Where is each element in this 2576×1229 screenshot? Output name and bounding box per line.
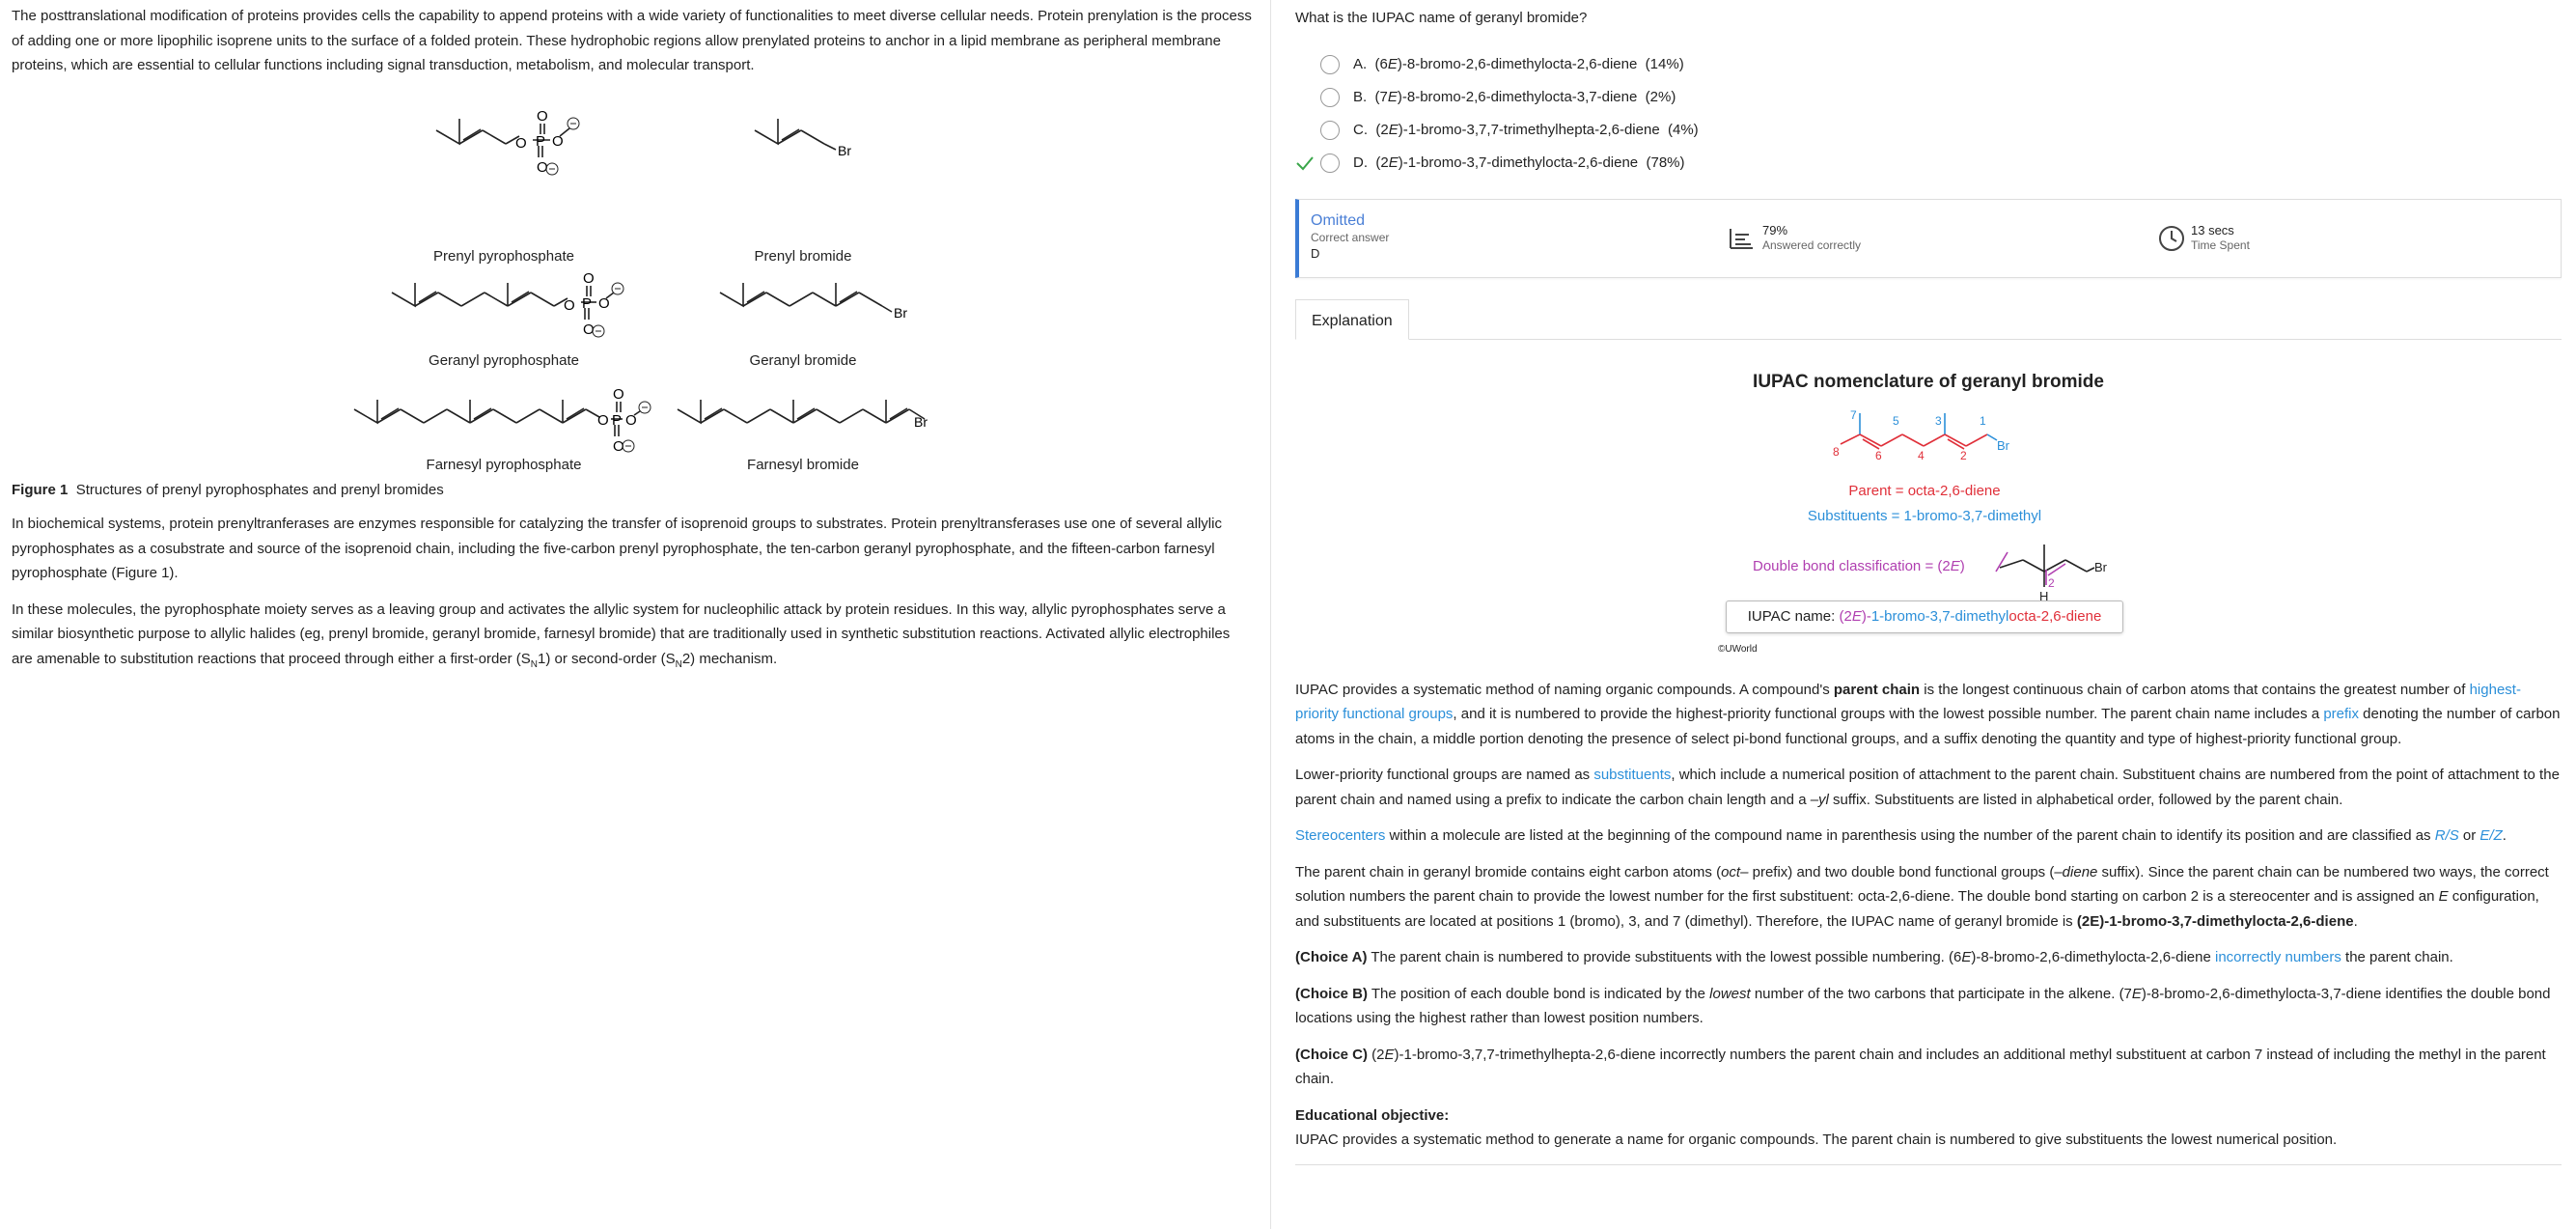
carbon-number: 6 [1875, 448, 1882, 462]
double-bond-classification [1753, 554, 1965, 579]
carbon-number: 4 [1918, 448, 1925, 462]
figure-caption-text: Structures of prenyl pyrophosphates and prenyl bromides [75, 481, 444, 498]
radio-button[interactable] [1320, 121, 1340, 140]
atom-br: Br [1997, 437, 2009, 453]
atom-o: O [564, 296, 575, 314]
text-span: . [2353, 912, 2358, 930]
choice-letter: A. [1353, 55, 1368, 72]
passage-paragraph-1: The posttranslational modification of proteins provides cells the capability to append proteins with a wide variety of functionalities to meet diverse cellular needs. Protein prenylation is the process of adding one or more lipophilic isoprene units to the surface of a folded protein. These hydrophobic regions allow prenylated proteins to anchor in a lipid membrane as peripheral membrane proteins, which are essential to cellular functions including signal transduction, metabolism, and molecular transport. [12, 8, 1252, 73]
educational-objective-label [1295, 1103, 2562, 1129]
figure-caption [12, 478, 1253, 503]
choice-a-explanation [1295, 945, 2562, 970]
figure-1 [12, 90, 1253, 473]
label-farnesyl-pyrophosphate: Farnesyl pyrophosphate [426, 456, 582, 473]
text-span: Lower-priority functional groups are named as [1295, 767, 1594, 784]
text-span: prefix) and two double bond functional groups ( [1748, 863, 2055, 880]
text-span: (7 [1374, 88, 1388, 105]
label-farnesyl-bromide: Farnesyl bromide [747, 456, 859, 473]
text-span: parent chain [1833, 681, 1921, 698]
atom-br: Br [2094, 559, 2107, 574]
carbon-number: 7 [1850, 407, 1857, 422]
text-span: E [1388, 154, 1399, 171]
text-span: ) [1959, 557, 1965, 574]
text-span: Double bond classification = (2 [1753, 557, 1951, 574]
answer-choices [1295, 48, 2562, 180]
percent-correct [1728, 223, 1861, 254]
text-span: )-1-bromo-3,7,7-trimethylhepta-2,6-diene [1398, 121, 1660, 138]
text-span: )-8-bromo-2,6-dimethylocta-3,7-diene [1397, 88, 1638, 105]
text-span: number of the two carbons that participate in the alkene. (7 [1750, 985, 2132, 1002]
correct-answer-value: D [1311, 245, 1320, 261]
text-span: (2 [1375, 121, 1389, 138]
link-highest-priority[interactable]: highest-priority functional groups [1295, 681, 2521, 723]
text-span: (6 [1374, 55, 1388, 72]
text-span: (2 [1839, 607, 1852, 625]
text-span: (Choice B) [1295, 985, 1368, 1002]
text-span: )- [1861, 607, 1871, 625]
result-stats-bar [1295, 199, 2562, 278]
text-span: denoting the number of carbon atoms in the chain, a middle portion denoting the presence of select pi-bond functional groups, and a suffix denoting the quantity and type of highest-priority functional group. [1295, 706, 2561, 747]
text-span: E [1851, 607, 1862, 625]
choice-percent: (14%) [1645, 55, 1684, 72]
text-span: E [2131, 985, 2142, 1002]
geranyl-bromide-structure [706, 244, 919, 360]
divider [1295, 1164, 2562, 1165]
explanation-text [1295, 678, 2562, 1153]
time-label: Time Spent [2191, 238, 2250, 253]
carbon-number: 2 [1960, 448, 1967, 462]
atom-o: O [537, 107, 548, 125]
explanation-paragraph [1295, 824, 2562, 849]
explanation-paragraph [1295, 860, 2562, 935]
text-span: )-1-bromo-3,7,7-trimethylhepta-2,6-diene incorrectly numbers the parent chain and includes an additional methyl substituent at carbon 7 instead of including the methyl in the parent chain. [1295, 1046, 2546, 1088]
geranyl-pyrophosphate-structure [378, 244, 629, 360]
choice-text [1353, 85, 1676, 110]
text-span: is the longest continuous chain of carbon atoms that contains the greatest number of [1920, 681, 2470, 698]
question-panel [1295, 0, 2562, 1229]
atom-o: O [613, 437, 624, 455]
text-span: The parent chain is numbered to provide substituents with the lowest possible numbering. (6 [1367, 949, 1962, 966]
choice-d[interactable] [1295, 147, 2562, 180]
text-span: (2E)-1-bromo-3,7-dimethylocta-2,6-diene [2076, 912, 2354, 930]
carbon-number: 5 [1893, 413, 1899, 428]
prenyl-bromide-structure [745, 99, 871, 244]
label-geranyl-pyrophosphate: Geranyl pyrophosphate [429, 351, 579, 369]
bar-chart-icon [1728, 225, 1755, 252]
text-span: E [1384, 1046, 1395, 1063]
atom-o: O [552, 132, 564, 150]
text-span: )-8-bromo-2,6-dimethylocta-2,6-diene [1971, 949, 2215, 966]
link-prefix[interactable]: prefix [2323, 706, 2360, 723]
passage-paragraph-3 [12, 598, 1253, 673]
text-span: , which include a numerical position of attachment to the parent chain. Substituent chains are numbered from the point of attachment to the parent chain and named using a prefix to indicate the carbon chain length and a [1295, 767, 2560, 808]
text-span: Educational objective: [1295, 1106, 1450, 1124]
double-bond-structure [1990, 539, 2125, 606]
percent-label: Answered correctly [1762, 238, 1862, 253]
time-spent [2158, 223, 2250, 254]
text-span: E [1388, 121, 1399, 138]
radio-button[interactable] [1320, 88, 1340, 107]
radio-button[interactable] [1320, 154, 1340, 173]
text-span: The position of each double bond is indicated by the [1368, 985, 1710, 1002]
carbon-number: 8 [1833, 444, 1840, 459]
atom-o: O [613, 385, 624, 403]
choice-percent: (78%) [1646, 154, 1685, 171]
prenyl-pyrophosphate-structure [417, 99, 591, 244]
atom-h: H [2039, 588, 2049, 603]
label-prenyl-pyrophosphate: Prenyl pyrophosphate [433, 247, 574, 265]
substituents-label: Substituents = 1-bromo-3,7-dimethyl [1807, 507, 2042, 524]
educational-objective: IUPAC provides a systematic method to generate a name for organic compounds. The parent chain is numbered to give substituents the lowest numerical position. [1295, 1131, 2338, 1149]
choice-letter: B. [1353, 88, 1368, 105]
link-rs[interactable]: R/S [2434, 827, 2459, 845]
text-span: . [2502, 827, 2507, 845]
clock-icon [2158, 225, 2185, 252]
text-span: oct– [1721, 863, 1749, 880]
correct-check-icon [1295, 154, 1315, 173]
subscript-n: N [675, 658, 682, 670]
atom-p: P [582, 294, 593, 312]
choice-b[interactable] [1295, 81, 2562, 114]
percent-value: 79% [1762, 222, 1788, 237]
choice-letter: C. [1353, 121, 1368, 138]
text-span: E [1961, 949, 1972, 966]
choice-b-explanation [1295, 982, 2562, 1031]
tab-bar [1295, 299, 2562, 340]
text-span: suffix. Substituents are listed in alphabetical order, followed by the parent chain. [1828, 791, 2343, 808]
text-span: (Choice C) [1295, 1046, 1368, 1063]
time-value: 13 secs [2191, 222, 2234, 237]
text-span: (2 [1368, 1046, 1385, 1063]
passage-paragraph-2: In biochemical systems, protein prenyltranferases are enzymes responsible for catalyzing the transfer of isoprenoid groups to substrates. Protein prenyltransferases use one of several allylic pyrophosphates as a cosubstrate and source of the isoprenoid chain, including the five-carbon prenyl pyrophosphate, the ten-carbon geranyl pyrophosphate, and the fifteen-carbon farnesyl pyrophosphate (Figure 1). [12, 516, 1222, 581]
label-prenyl-bromide: Prenyl bromide [754, 247, 852, 265]
text-span: )-8-bromo-2,6-dimethylocta-3,7-diene identifies the double bond locations using the highest rather than lowest position numbers. [1295, 985, 2551, 1027]
passage-panel [0, 0, 1264, 1229]
text-span: lowest [1709, 985, 1751, 1002]
carbon-number: 3 [1935, 413, 1942, 428]
geranyl-bromide-numbered-structure [1831, 407, 2014, 475]
link-incorrectly-numbers[interactable]: incorrectly numbers [2214, 949, 2341, 966]
atom-br: Br [914, 413, 928, 430]
text-span: In these molecules, the pyrophosphate moiety serves as a leaving group and activates the allylic system for nucleophilic attack by protein residues. In this way, allylic pyrophosphates serve a similar biosynthetic purpose to allylic halides (eg, prenyl bromide, geranyl bromide, farnesyl bromide) that are traditionally used in synthetic substitution reactions. Activated allylic electrophiles are amenable to substitution reactions that proceed through either a first-order (S [12, 601, 1231, 667]
atom-o: O [625, 411, 637, 429]
atom-p: P [612, 411, 623, 429]
iupac-diagram [1295, 398, 2562, 678]
text-span: 1) or second-order (S [538, 650, 676, 667]
choice-text [1353, 151, 1685, 176]
choice-percent: (4%) [1668, 121, 1699, 138]
atom-o: O [537, 158, 548, 176]
carbon-number: 1 [1980, 413, 1986, 428]
explanation-paragraph [1295, 678, 2562, 752]
atom-o: O [583, 269, 595, 287]
tab-explanation[interactable]: Explanation [1295, 299, 1409, 340]
choice-text [1353, 52, 1684, 77]
link-stereocenters[interactable]: Stereocenters [1295, 827, 1386, 845]
atom-o: O [597, 411, 609, 429]
parent-chain-label: Parent = octa-2,6-diene [1848, 482, 2001, 499]
text-span: , and it is numbered to provide the highest-priority functional groups with the lowest possible number. The parent chain name includes a [1453, 706, 2324, 723]
text-span: octa-2,6-diene [2008, 607, 2102, 625]
text-span: (2 [1375, 154, 1389, 171]
atom-p: P [536, 132, 546, 150]
correct-answer-label: Correct answer [1311, 231, 1390, 245]
link-substituents[interactable]: substituents [1593, 767, 1672, 784]
radio-button[interactable] [1320, 55, 1340, 74]
text-span: –yl [1810, 791, 1829, 808]
choice-c-explanation [1295, 1043, 2562, 1092]
choice-letter: D. [1353, 154, 1368, 171]
panel-divider [1270, 0, 1271, 1229]
choice-c[interactable] [1295, 114, 2562, 147]
text-span: E [1387, 55, 1398, 72]
text-span: (Choice A) [1295, 949, 1368, 966]
choice-a[interactable] [1295, 48, 2562, 81]
text-span: within a molecule are listed at the beginning of the compound name in parenthesis using the number of the parent chain to identify its position and are classified as [1385, 827, 2435, 845]
text-span: configuration, and substituents are located at positions 1 (bromo), 3, and 7 (dimethyl). Therefore, the IUPAC name of geranyl bromide is [1295, 888, 2539, 930]
atom-br: Br [894, 304, 907, 321]
answer-status [1311, 211, 1389, 263]
choice-text [1353, 118, 1699, 143]
text-span: suffix). Since the parent chain can be numbered two ways, the correct solution numbers the parent chain to provide the lowest number for the first substituent: octa-2,6-diene. The double bond starting on carbon 2 is a stereocenter and is assigned an [1295, 863, 2549, 906]
subscript-n: N [530, 658, 539, 670]
figure-caption-label: Figure 1 [12, 481, 69, 498]
atom-o: O [598, 294, 610, 312]
text-span: E [1950, 557, 1960, 574]
text-span [1839, 608, 1870, 625]
choice-percent: (2%) [1645, 88, 1676, 105]
text-span: 2) mechanism. [681, 650, 778, 667]
text-span: IUPAC provides a systematic method of naming organic compounds. A compound's [1295, 681, 1834, 698]
label-geranyl-bromide: Geranyl bromide [749, 351, 857, 369]
explanation-title: IUPAC nomenclature of geranyl bromide [1753, 371, 2104, 392]
text-span: )-8-bromo-2,6-dimethylocta-2,6-diene [1397, 55, 1638, 72]
text-span: 1-bromo-3,7-dimethyl [1870, 607, 2009, 625]
text-span: The parent chain in geranyl bromide contains eight carbon atoms ( [1295, 863, 1722, 880]
text-span: E [1387, 88, 1398, 105]
atom-o: O [515, 134, 527, 152]
position-number: 2 [2048, 575, 2055, 590]
atom-o: O [583, 321, 595, 338]
text-span: –diene [2054, 863, 2098, 880]
text-span: E [2438, 888, 2449, 906]
text-span: IUPAC name: [1747, 607, 1836, 625]
text-span: the parent chain. [2341, 949, 2453, 966]
copyright: ©UWorld [1718, 643, 1758, 655]
status-text: Omitted [1311, 211, 1366, 229]
question-stem: What is the IUPAC name of geranyl bromide? [1295, 10, 1588, 26]
iupac-name-box [1726, 601, 2123, 633]
text-span: or [2458, 827, 2480, 845]
explanation-paragraph [1295, 763, 2562, 812]
link-ez[interactable]: E/Z [2479, 827, 2503, 845]
atom-br: Br [838, 142, 851, 158]
text-span: )-1-bromo-3,7-dimethylocta-2,6-diene [1398, 154, 1639, 171]
